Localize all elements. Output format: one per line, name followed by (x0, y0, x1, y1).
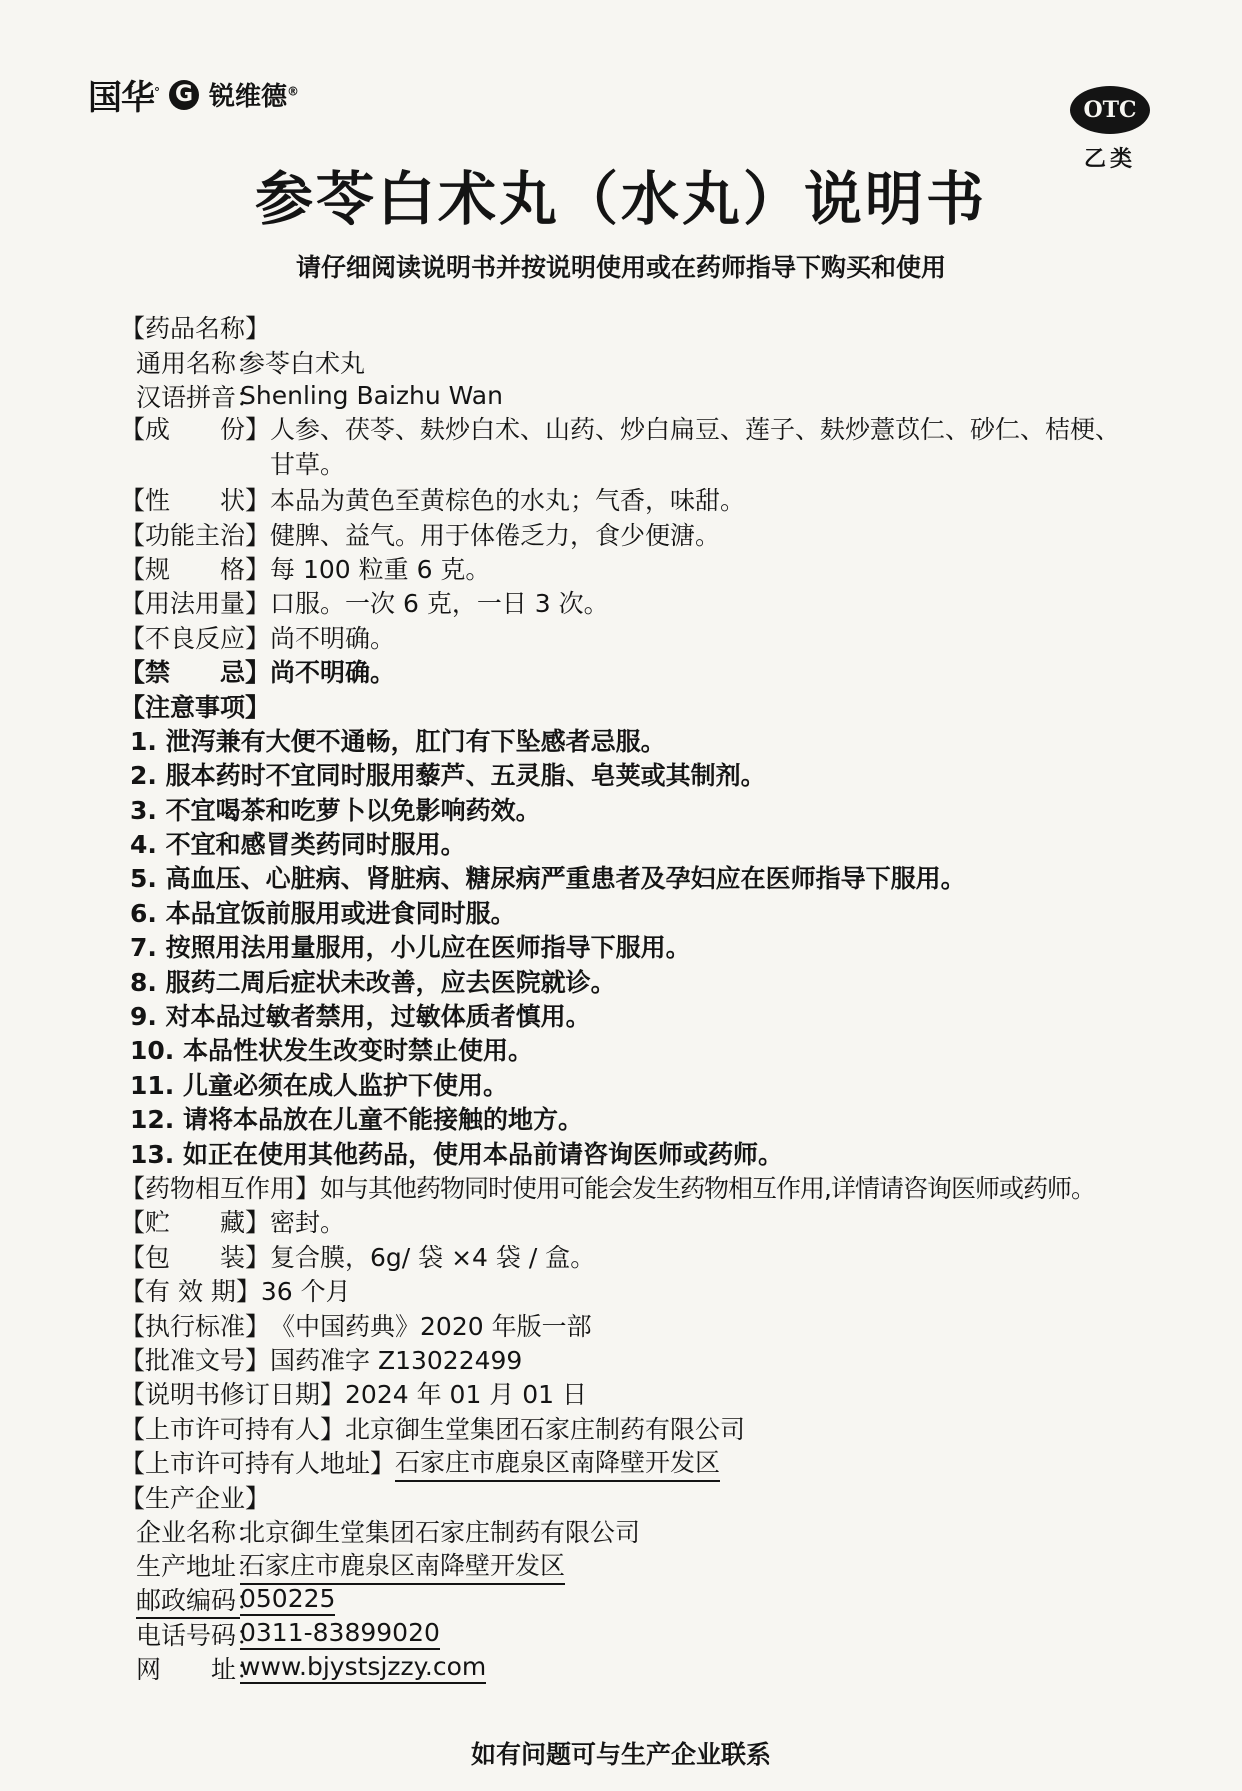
logo-circle-icon: G (169, 80, 199, 110)
storage-row: 【贮 藏】 密封。 (120, 1208, 346, 1238)
approval-row: 【批准文号】 国药准字 Z13022499 (120, 1345, 523, 1375)
manufacturer-address-row: 生产地址： 石家庄市鹿泉区南降壁开发区 (120, 1548, 1220, 1582)
precaution-item: 4. 不宜和感冒类药同时服用。 (130, 830, 466, 860)
document-title: 参苓白术丸（水丸）说明书 (254, 165, 987, 233)
validity-row: 【有 效 期】 36 个月 (120, 1277, 351, 1307)
composition-row: 【成 份】 人参、茯苓、麸炒白术、山药、炒白扁豆、莲子、麸炒薏苡仁、砂仁、桔梗、甘草。 (120, 415, 1121, 479)
precaution-item: 7. 按照用法用量服用，小儿应在医师指导下服用。 (130, 933, 691, 963)
contraindication-row: 【禁 忌】 尚不明确。 (120, 658, 396, 688)
leaflet-body (120, 310, 1220, 1686)
precaution-item: 10. 本品性状发生改变时禁止使用。 (130, 1036, 533, 1066)
dosage-row: 【用法用量】 口服。一次 6 克，一日 3 次。 (120, 589, 609, 619)
precaution-item: 8. 服药二周后症状未改善，应去医院就诊。 (130, 967, 616, 997)
revision-date-row: 【说明书修订日期】 2024 年 01 月 01 日 (120, 1380, 587, 1410)
precaution-item: 3. 不宜喝茶和吃萝卜以免影响药效。 (130, 795, 541, 825)
precaution-item: 6. 本品宜饭前服用或进食同时服。 (130, 898, 516, 928)
logo-brand-text: 锐维德® (209, 82, 300, 112)
precautions-heading: 【注意事项】 (120, 692, 271, 722)
character-row: 【性 状】 本品为黄色至黄棕色的水丸；气香，味甜。 (120, 486, 746, 516)
adverse-reaction-row: 【不良反应】 尚不明确。 (120, 623, 396, 653)
license-holder-address-row: 【上市许可持有人地址】 石家庄市鹿泉区南降壁开发区 (120, 1445, 1220, 1479)
precautions-list (120, 723, 1220, 1170)
document-subtitle: 请仔细阅读说明书并按说明使用或在药师指导下购买和使用 (295, 253, 946, 282)
postcode-row: 邮政编码： 050225 (120, 1582, 1220, 1616)
interaction-row: 【药物相互作用】 如与其他药物同时使用可能会发生药物相互作用,详情请咨询医师或药师。 (120, 1174, 1095, 1203)
precaution-item: 13. 如正在使用其他药品，使用本品前请咨询医师或药师。 (130, 1139, 783, 1169)
pinyin-row: 汉语拼音： Shenling Baizhu Wan (136, 381, 503, 412)
otc-badge: OTC (1070, 86, 1150, 134)
drug-name-heading: 【药品名称】 (120, 314, 271, 344)
package-row: 【包 装】 复合膜，6g/ 袋 ×4 袋 / 盒。 (120, 1242, 596, 1272)
precaution-item: 12. 请将本品放在儿童不能接触的地方。 (130, 1105, 583, 1135)
precaution-item: 9. 对本品过敏者禁用，过敏体质者慎用。 (130, 1002, 591, 1032)
website-link: www.bjystsjzzy.com (240, 1652, 486, 1684)
precaution-item: 11. 儿童必须在成人监护下使用。 (130, 1070, 508, 1100)
spec-row: 【规 格】 每 100 粒重 6 克。 (120, 554, 491, 584)
manufacturer-name-row: 企业名称： 北京御生堂集团石家庄制药有限公司 (136, 1517, 641, 1547)
standard-row: 【执行标准】 《中国药典》2020 年版一部 (120, 1311, 592, 1341)
generic-name-row: 通用名称： 参苓白术丸 (136, 348, 366, 378)
phone-row: 电话号码： 0311-83899020 (136, 1618, 440, 1651)
logo-guohua-text: 国华° (88, 78, 159, 118)
otc-class-label: 乙类 (1083, 147, 1136, 172)
precaution-item: 5. 高血压、心脏病、肾脏病、糖尿病严重患者及孕妇应在医师指导下服用。 (130, 864, 966, 894)
manufacturer-heading: 【生产企业】 (120, 1483, 271, 1513)
company-logo (88, 70, 299, 119)
precaution-item: 2. 服本药时不宜同时服用藜芦、五灵脂、皂荚或其制剂。 (130, 761, 766, 791)
website-row: 网 址： www.bjystsjzzy.com (136, 1652, 487, 1685)
precaution-item: 1. 泄泻兼有大便不通畅，肛门有下坠感者忌服。 (130, 726, 666, 756)
footer-note: 如有问题可与生产企业联系 (470, 1740, 771, 1769)
license-holder-row: 【上市许可持有人】 北京御生堂集团石家庄制药有限公司 (120, 1414, 746, 1444)
indication-row: 【功能主治】 健脾、益气。用于体倦乏力，食少便溏。 (120, 520, 721, 550)
